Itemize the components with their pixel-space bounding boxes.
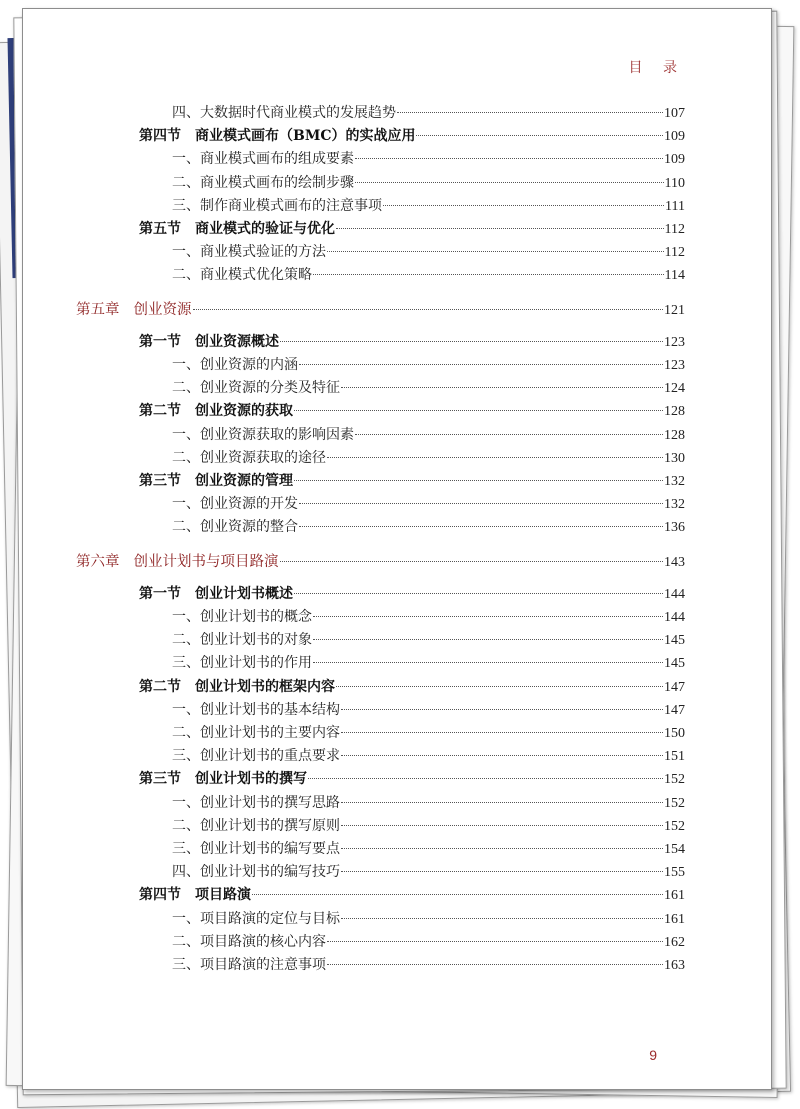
toc-entry-number: 一、	[172, 357, 200, 373]
table-of-contents	[23, 9, 771, 1089]
toc-page-number: 155	[664, 865, 685, 881]
toc-page-number: 161	[664, 911, 685, 927]
toc-entry-title: 创业计划书的编写要点	[200, 841, 340, 857]
toc-entry-label	[172, 838, 340, 858]
toc-entry-item[interactable]	[172, 745, 685, 765]
toc-entry-number: 一、	[172, 496, 200, 513]
toc-page-number: 112	[664, 245, 685, 261]
toc-entry-section[interactable]	[139, 218, 685, 238]
toc-entry-label	[172, 792, 340, 812]
toc-leader-dots	[294, 410, 663, 411]
toc-entry-section[interactable]	[139, 331, 685, 351]
toc-entry-item[interactable]	[172, 447, 685, 467]
toc-entry-item[interactable]	[172, 652, 685, 672]
toc-entry-number: 第五章	[76, 301, 120, 318]
toc-entry-number: 第三节	[139, 473, 181, 489]
toc-entry-label	[172, 241, 326, 261]
toc-page-number: 130	[664, 450, 685, 466]
toc-entry-label	[172, 954, 326, 974]
toc-entry-label	[172, 629, 312, 649]
toc-leader-dots	[355, 434, 663, 435]
toc-leader-dots	[336, 686, 663, 687]
toc-page-number: 143	[664, 554, 685, 570]
toc-entry-title: 创业资源	[133, 301, 192, 318]
toc-entry-item[interactable]	[172, 908, 685, 928]
toc-entry-number: 第一节	[139, 585, 181, 602]
toc-entry-number: 二、	[172, 174, 200, 191]
toc-entry-title: 创业计划书的概念	[200, 609, 312, 625]
toc-entry-title: 项目路演的定位与目标	[200, 910, 340, 927]
toc-entry-section[interactable]	[139, 583, 685, 603]
toc-page-number: 136	[664, 520, 685, 536]
toc-leader-dots	[341, 709, 663, 710]
toc-entry-title: 创业计划书的基本结构	[200, 701, 340, 718]
toc-entry-number: 一、	[172, 151, 200, 168]
toc-entry-title: 商业模式画布的组成要素	[200, 151, 354, 168]
toc-entry-label	[172, 699, 340, 719]
toc-entry-label	[172, 722, 340, 742]
toc-entry-title: 创业资源获取的影响因素	[200, 426, 354, 443]
toc-entry-number: 一、	[172, 910, 200, 927]
toc-entry-label	[172, 652, 312, 672]
toc-entry-number: 第六章	[76, 553, 120, 570]
page-number: 9	[649, 1047, 657, 1063]
toc-entry-item[interactable]	[172, 493, 685, 513]
toc-page	[22, 8, 772, 1090]
toc-entry-label	[172, 908, 340, 928]
toc-entry-label	[172, 102, 396, 122]
toc-leader-dots	[313, 662, 663, 663]
toc-entry-label	[76, 298, 192, 319]
toc-entry-item[interactable]	[172, 861, 685, 881]
toc-entry-section[interactable]	[139, 676, 685, 696]
toc-entry-label	[139, 676, 335, 696]
toc-entry-item[interactable]	[172, 148, 685, 168]
toc-entry-number: 第二节	[139, 403, 181, 420]
toc-entry-label	[139, 125, 415, 145]
toc-entry-title: 创业资源概述	[195, 333, 279, 350]
toc-entry-title: 创业计划书的主要内容	[200, 725, 340, 741]
toc-entry-section[interactable]	[139, 125, 685, 145]
toc-entry-title: 项目路演的注意事项	[200, 957, 326, 973]
toc-entry-number: 二、	[172, 632, 200, 649]
toc-page-number: 154	[664, 842, 685, 857]
toc-page-number: 128	[664, 404, 685, 420]
toc-leader-dots	[341, 825, 663, 826]
toc-entry-title: 创业计划书的撰写思路	[200, 794, 340, 811]
toc-entry-number: 二、	[172, 933, 200, 950]
toc-leader-dots	[341, 387, 663, 388]
toc-entry-item[interactable]	[172, 722, 685, 742]
toc-page-number: 109	[664, 152, 685, 168]
toc-entry-label	[172, 354, 298, 374]
toc-page-number: 123	[664, 358, 685, 373]
toc-entry-title: 创业资源获取的途径	[200, 449, 326, 466]
toc-entry-label	[139, 331, 279, 351]
toc-entry-title: 商业模式优化策略	[200, 267, 312, 284]
toc-leader-dots	[327, 964, 663, 965]
toc-entry-item[interactable]	[172, 516, 685, 536]
toc-entry-number: 二、	[172, 725, 200, 741]
toc-entry-section[interactable]	[139, 400, 685, 420]
toc-entry-number: 四、	[172, 105, 200, 121]
toc-entry-title: 创业资源的获取	[195, 403, 293, 420]
toc-entry-title: 大数据时代商业模式的发展趋势	[200, 105, 396, 121]
toc-leader-dots	[313, 616, 663, 617]
toc-entry-number: 二、	[172, 267, 200, 284]
toc-entry-label	[172, 861, 340, 881]
toc-entry-chapter[interactable]	[76, 298, 685, 319]
toc-entry-label	[139, 768, 307, 788]
toc-entry-label	[172, 815, 340, 835]
toc-page-number: 132	[664, 474, 685, 489]
toc-entry-title: 创业计划书的撰写	[195, 771, 307, 788]
toc-entry-number: 一、	[172, 701, 200, 718]
toc-page-number: 109	[664, 129, 685, 145]
toc-page-number: 150	[664, 726, 685, 741]
toc-entry-section[interactable]	[139, 884, 685, 904]
toc-page-number: 163	[664, 958, 685, 973]
toc-entry-title: 商业模式画布（BMC）的实战应用	[195, 128, 416, 145]
toc-entry-title: 创业计划书与项目路演	[133, 553, 279, 570]
toc-entry-number: 第四节	[139, 887, 181, 904]
toc-entry-number: 第三节	[139, 771, 181, 788]
toc-leader-dots	[327, 251, 664, 252]
toc-entry-label	[172, 931, 326, 951]
toc-leader-dots	[336, 228, 664, 229]
toc-entry-number: 四、	[172, 864, 200, 881]
toc-entry-number: 二、	[172, 380, 200, 397]
toc-page-number: 147	[664, 702, 685, 718]
toc-page-number: 124	[664, 381, 685, 397]
toc-entry-title: 创业计划书的编写技巧	[200, 864, 340, 881]
toc-entry-number: 二、	[172, 817, 200, 834]
toc-entry-number: 第五节	[139, 221, 181, 237]
toc-entry-title: 项目路演	[195, 887, 251, 904]
toc-entry-title: 制作商业模式画布的注意事项	[200, 197, 382, 214]
toc-leader-dots	[341, 755, 663, 756]
toc-entry-number: 一、	[172, 609, 200, 625]
toc-entry-label	[172, 745, 340, 765]
toc-entry-label	[172, 264, 312, 284]
toc-entry-item[interactable]	[172, 102, 685, 122]
toc-entry-label	[172, 377, 340, 397]
toc-entry-section[interactable]	[139, 768, 685, 788]
toc-entry-number: 三、	[172, 841, 200, 857]
toc-page-number: 152	[664, 818, 685, 834]
toc-entry-title: 创业计划书的对象	[200, 632, 312, 649]
toc-entry-number: 一、	[172, 794, 200, 811]
toc-entry-number: 第一节	[139, 333, 181, 350]
toc-entry-number: 三、	[172, 748, 200, 765]
toc-page-number: 161	[664, 888, 685, 904]
toc-leader-dots	[341, 871, 663, 872]
toc-entry-label	[172, 148, 354, 168]
toc-entry-item[interactable]	[172, 241, 685, 261]
toc-page-number: 128	[664, 427, 685, 443]
toc-entry-item[interactable]	[172, 354, 685, 374]
toc-entry-number: 一、	[172, 426, 200, 443]
toc-page-number: 147	[664, 679, 685, 695]
toc-entry-title: 商业模式画布的绘制步骤	[200, 174, 354, 191]
toc-entry-item[interactable]	[172, 699, 685, 719]
toc-page-number: 151	[664, 749, 685, 765]
toc-entry-item[interactable]	[172, 377, 685, 397]
toc-leader-dots	[299, 364, 663, 365]
toc-entry-label	[172, 195, 382, 215]
toc-page-number: 132	[664, 497, 685, 513]
toc-leader-dots	[341, 802, 663, 803]
toc-leader-dots	[313, 274, 664, 275]
toc-entry-item[interactable]	[172, 931, 685, 951]
toc-entry-label	[139, 583, 293, 603]
toc-entry-label	[172, 493, 298, 513]
toc-leader-dots	[341, 918, 663, 919]
toc-entry-label	[172, 516, 298, 536]
toc-entry-title: 创业资源的分类及特征	[200, 380, 340, 397]
toc-entry-item[interactable]	[172, 629, 685, 649]
toc-entry-label	[172, 447, 326, 467]
toc-entry-title: 创业计划书的重点要求	[200, 748, 340, 765]
toc-leader-dots	[355, 182, 664, 183]
toc-page-number: 162	[664, 934, 685, 950]
toc-entry-item[interactable]	[172, 838, 685, 858]
toc-entry-section[interactable]	[139, 470, 685, 490]
toc-leader-dots	[252, 894, 663, 895]
toc-entry-item[interactable]	[172, 792, 685, 812]
toc-entry-title: 创业资源的管理	[195, 473, 293, 489]
toc-entry-item[interactable]	[172, 195, 685, 215]
toc-entry-title: 创业计划书的框架内容	[195, 678, 335, 695]
toc-entry-chapter[interactable]	[76, 550, 685, 571]
running-head: 目 录	[628, 60, 685, 76]
toc-entry-number: 第二节	[139, 678, 181, 695]
toc-page-number: 144	[664, 610, 685, 625]
toc-page-number: 144	[664, 586, 685, 602]
toc-page-number: 152	[664, 795, 685, 811]
toc-entry-title: 创业资源的内涵	[200, 357, 298, 373]
toc-entry-label	[172, 424, 354, 444]
toc-leader-dots	[299, 526, 663, 527]
toc-leader-dots	[327, 457, 663, 458]
toc-leader-dots	[327, 941, 663, 942]
toc-leader-dots	[193, 309, 664, 310]
toc-leader-dots	[397, 112, 663, 113]
toc-entry-number: 二、	[172, 449, 200, 466]
toc-leader-dots	[299, 503, 663, 504]
toc-leader-dots	[308, 778, 663, 779]
toc-leader-dots	[383, 205, 664, 206]
toc-leader-dots	[280, 341, 663, 342]
toc-entry-item[interactable]	[172, 954, 685, 974]
toc-entry-item[interactable]	[172, 172, 685, 192]
toc-page-number: 123	[664, 334, 685, 350]
toc-page-number: 145	[664, 656, 685, 672]
toc-leader-dots	[294, 480, 663, 481]
toc-leader-dots	[294, 593, 663, 594]
toc-entry-item[interactable]	[172, 815, 685, 835]
toc-entry-title: 创业资源的开发	[200, 496, 298, 513]
toc-leader-dots	[355, 158, 663, 159]
toc-entry-label	[172, 172, 354, 192]
toc-page-number: 152	[664, 772, 685, 788]
toc-entry-label	[139, 470, 293, 490]
toc-entry-label	[139, 218, 335, 238]
toc-entry-title: 创业计划书的撰写原则	[200, 817, 340, 834]
toc-entry-item[interactable]	[172, 606, 685, 626]
toc-page-number: 114	[664, 268, 685, 284]
toc-entry-title: 创业计划书概述	[195, 585, 293, 602]
toc-entry-label	[172, 606, 312, 626]
toc-page-number: 112	[664, 222, 685, 237]
toc-leader-dots	[416, 135, 663, 136]
toc-entry-number: 三、	[172, 197, 200, 214]
toc-entry-title: 项目路演的核心内容	[200, 933, 326, 950]
toc-entry-title: 创业计划书的作用	[200, 655, 312, 672]
toc-entry-item[interactable]	[172, 424, 685, 444]
toc-entry-title: 商业模式验证的方法	[200, 244, 326, 261]
toc-page-number: 121	[664, 302, 685, 318]
toc-entry-label	[139, 400, 293, 420]
toc-entry-label	[139, 884, 251, 904]
toc-entry-number: 三、	[172, 655, 200, 672]
toc-leader-dots	[341, 732, 663, 733]
toc-page-number: 107	[664, 106, 685, 121]
toc-entry-title: 创业资源的整合	[200, 519, 298, 536]
toc-entry-number: 三、	[172, 957, 200, 973]
toc-page-number: 145	[664, 633, 685, 649]
toc-entry-number: 第四节	[139, 128, 181, 145]
toc-page-number: 111	[665, 198, 685, 214]
toc-leader-dots	[313, 639, 663, 640]
toc-entry-number: 二、	[172, 519, 200, 536]
toc-entry-number: 一、	[172, 244, 200, 261]
toc-entry-item[interactable]	[172, 264, 685, 284]
toc-leader-dots	[341, 848, 663, 849]
toc-entry-label	[76, 550, 279, 571]
toc-page-number: 110	[664, 175, 685, 191]
toc-entry-title: 商业模式的验证与优化	[195, 221, 335, 237]
toc-leader-dots	[280, 561, 664, 562]
